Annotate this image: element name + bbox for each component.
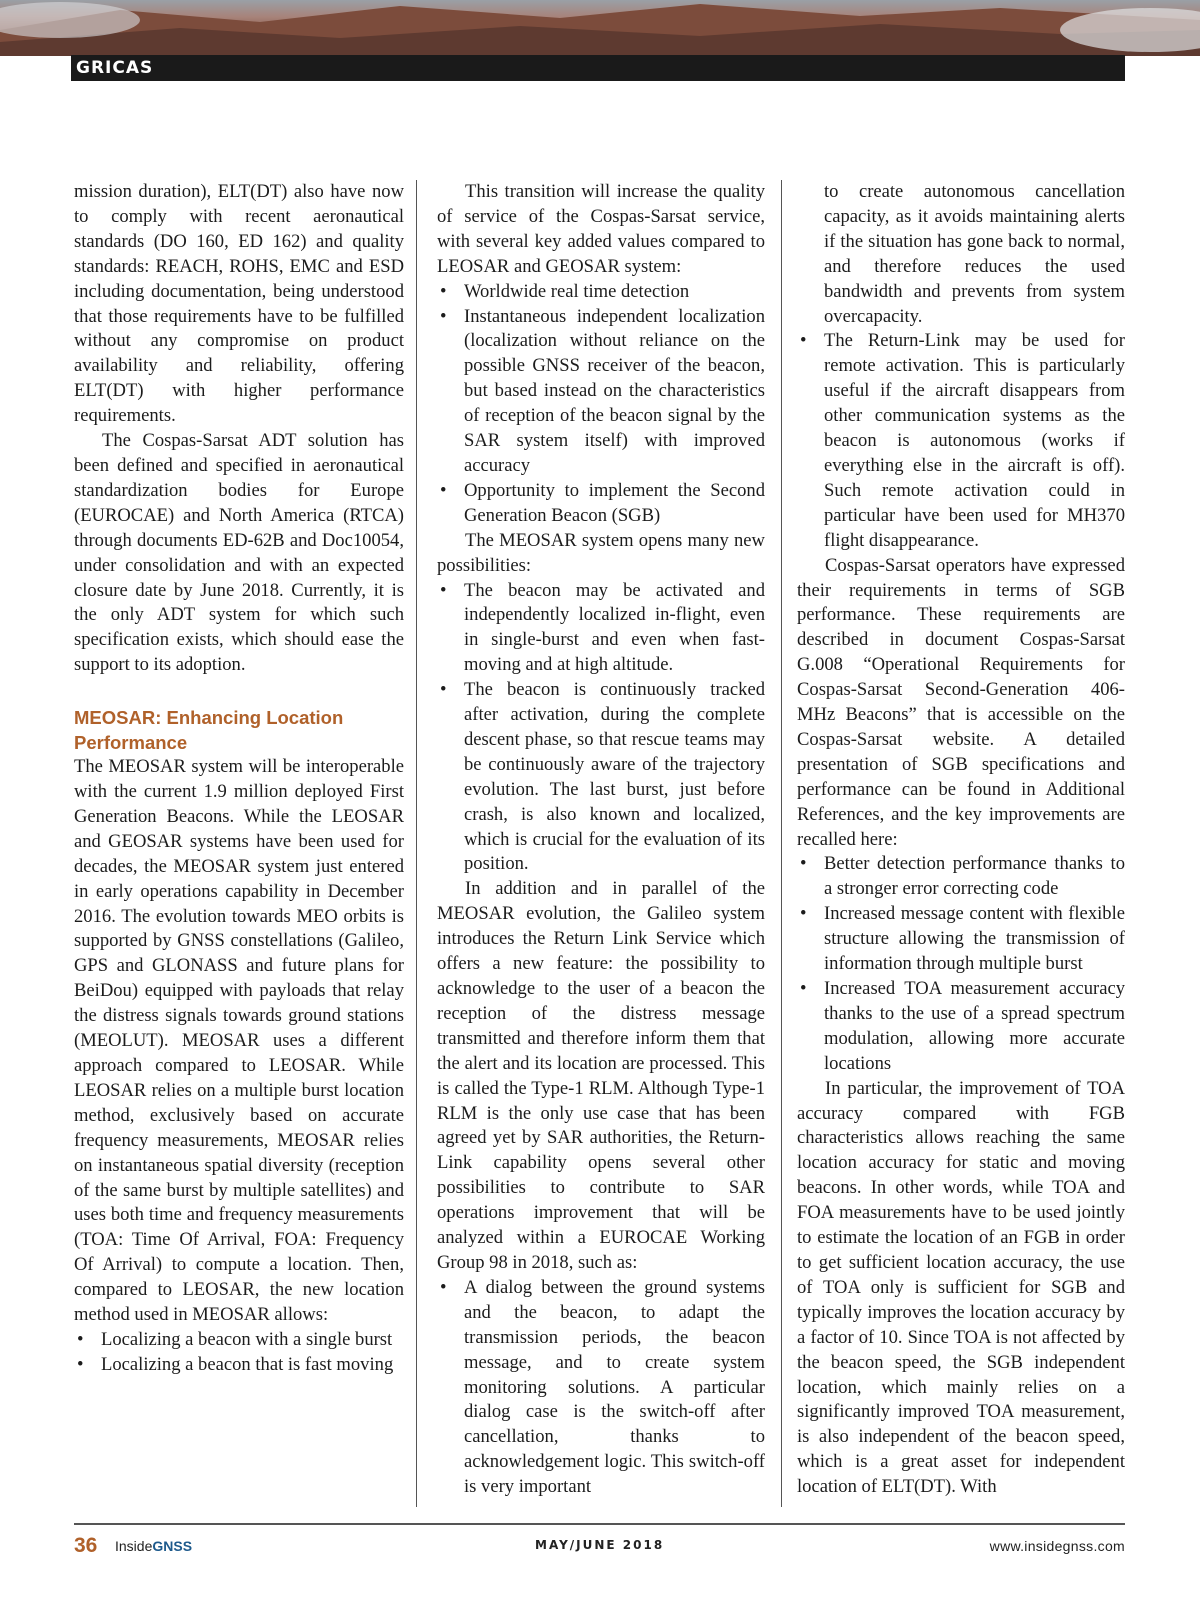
paragraph: In particular, the improvement of TOA accuracy compared with FGB characteristics allows reaching the same location accuracy for static and moving beacons. In other words, while TOA and FOA measurements have to be used jointly to estimate the location of an FGB in order to get sufficient location accuracy, the use of TOA only is sufficient for SGB and typically improves the location accuracy by a factor of 10. Since TOA is not affected by the beacon speed, the SGB independent location, which mainly relies on a significantly improved TOA measurement, is also independent of the beacon speed, which is a great asset for independent location of ELT(DT). With — [797, 1077, 1125, 1498]
list-item-text: A dialog between the ground systems and the beacon, to adapt the transmission periods, the beacon message, and to create system monitoring solutions. A particular dialog case is the switch-off after cancellation, thanks to acknowledgement logic. This switch-off is very important — [464, 1276, 765, 1498]
column-2 — [437, 180, 765, 1500]
bullet-icon: • — [440, 579, 447, 601]
website-url[interactable]: www.insidegnss.com — [989, 1538, 1125, 1554]
issue-date: MAY/JUNE 2018 — [535, 1538, 665, 1552]
section-label: GRICAS — [76, 58, 154, 78]
bullet-icon: • — [800, 903, 807, 925]
footer-rule — [74, 1523, 1125, 1525]
list-item — [797, 902, 1125, 977]
page-number: 36 — [74, 1534, 98, 1557]
paragraph: In addition and in parallel of the MEOSAR evolution, the Galileo system introduces the Return Link Service which offers a new feature: the possibility to acknowledge to the user of a beacon the reception of the distress message transmitted and therefore inform them that the alert and its location are processed. This is called the Type-1 RLM. Although Type-1 RLM is the only use case that has been agreed yet by SAR authorities, the Return-Link capability opens several other possibilities to contribute to SAR operations improvement that will be analyzed within a EUROCAE Working Group 98 in 2018, such as: — [437, 878, 765, 1273]
header-banner-image — [0, 0, 1200, 56]
mountain-landscape-icon — [0, 0, 1200, 56]
list-item — [437, 1276, 765, 1500]
bullet-icon: • — [440, 305, 447, 327]
list-item — [437, 579, 765, 679]
list-item — [74, 1328, 404, 1353]
list-item — [437, 280, 765, 305]
bullet-list — [437, 280, 765, 529]
list-item — [437, 305, 765, 479]
paragraph: The Cospas-Sarsat ADT solution has been defined and specified in aeronautical standardization bodies for Europe (EUROCAE) and North America (RTCA) through documents ED-62B and Doc10054, under consolidation and with an expected closure date by June 2018. Currently, it is the only ADT system for which such specification exists, which should ease the support to its adoption. — [74, 430, 404, 676]
magazine-name-suffix: GNSS — [152, 1538, 193, 1554]
section-heading: MEOSAR: Enhancing Location Performance — [74, 707, 344, 754]
list-item-text: Increased message content with flexible structure allowing the transmission of information through multiple burst — [824, 903, 1125, 975]
list-item-text: Better detection performance thanks to a stronger error correcting code — [824, 853, 1125, 900]
column-1 — [74, 180, 404, 1378]
list-item-text: Opportunity to implement the Second Generation Beacon (SGB) — [464, 479, 765, 526]
list-item — [797, 977, 1125, 1077]
list-item-text: Localizing a beacon with a single burst — [101, 1328, 393, 1350]
paragraph: mission duration), ELT(DT) also have now to comply with recent aeronautical standards (DO 160, ED 162) and quality standards: REACH, ROHS, EMC and ESD including documentation, being understood that those requirements have to be fulfilled without any compromise on product availability and reliability, offering ELT(DT) with higher performance requirements. — [74, 181, 404, 427]
paragraph: This transition will increase the quality of service of the Cospas-Sarsat service, with several key added values compared to LEOSAR and GEOSAR system: — [437, 181, 765, 277]
list-item — [437, 678, 765, 877]
bullet-icon: • — [77, 1353, 84, 1375]
bullet-list — [797, 852, 1125, 1076]
list-item — [74, 1353, 404, 1378]
bullet-list — [797, 329, 1125, 553]
bullet-list — [437, 579, 765, 878]
list-item-text: The beacon may be activated and independently localized in-flight, even in single-burst and even when fast-moving and at high altitude. — [464, 579, 765, 676]
paragraph: The MEOSAR system opens many new possibilities: — [437, 529, 765, 576]
list-item — [797, 329, 1125, 553]
list-item-text: The beacon is continuously tracked after activation, during the complete descent phase, so that rescue teams may be continuously aware of the trajectory evolution. The last burst, just before crash, is also known and localized, which is crucial for the evaluation of its position. — [464, 679, 765, 875]
paragraph: Cospas-Sarsat operators have expressed their requirements in terms of SGB performance. These requirements are described in document Cospas-Sarsat G.008 “Operational Requirements for Cospas-Sarsat Second-Generation 406-MHz Beacons” that is accessible on the Cospas-Sarsat website. A detailed presentation of SGB specifications and performance can be found in Additional References, and the key improvements are recalled here: — [797, 554, 1125, 850]
bullet-icon: • — [77, 1328, 84, 1350]
bullet-icon: • — [440, 679, 447, 701]
bullet-icon: • — [440, 280, 447, 302]
list-item-text: Localizing a beacon that is fast moving — [101, 1353, 394, 1375]
bullet-icon: • — [800, 330, 807, 352]
column-divider — [781, 180, 782, 1507]
bullet-icon: • — [440, 479, 447, 501]
column-divider — [416, 180, 417, 1507]
list-item-text: Worldwide real time detection — [464, 280, 690, 302]
bullet-icon: • — [800, 853, 807, 875]
magazine-name-prefix: Inside — [115, 1538, 153, 1554]
bullet-list — [74, 1328, 404, 1378]
bullet-icon: • — [440, 1276, 447, 1298]
list-item — [437, 479, 765, 529]
column-3 — [797, 180, 1125, 1500]
paragraph: The MEOSAR system will be interoperable with the current 1.9 million deployed First Generation Beacons. While the LEOSAR and GEOSAR systems have been used for decades, the MEOSAR system just entered in early operations capability in December 2016. The evolution towards MEO orbits is supported by GNSS constellations (Galileo, GPS and GLONASS and future plans for BeiDou) equipped with payloads that relay the distress signals towards ground stations (MEOLUT). MEOSAR uses a different approach compared to LEOSAR. While LEOSAR relies on a multiple burst location method, exclusively based on accurate frequency measurements, MEOSAR relies on instantaneous spatial diversity (reception of the same burst by multiple satellites) and uses both time and frequency measurements (TOA: Time Of Arrival, FOA: Frequency Of Arrival) to compute a location. Then, compared to LEOSAR, the new location method used in MEOSAR allows: — [74, 756, 404, 1326]
magazine-name — [115, 1538, 192, 1554]
list-item — [797, 852, 1125, 902]
bullet-list — [437, 1276, 765, 1500]
section-bar — [71, 55, 1125, 81]
list-item-text: Increased TOA measurement accuracy thanks to the use of a spread spectrum modulation, allowing more accurate locations — [824, 978, 1125, 1074]
bullet-icon: • — [800, 978, 807, 999]
paragraph-continuation: to create autonomous cancellation capacity, as it avoids maintaining alerts if the situation has gone back to normal, and therefore reduces the used bandwidth and prevents from system overcapacity. — [824, 181, 1125, 327]
list-item-text: Instantaneous independent localization (localization without reliance on the possible GNSS receiver of the beacon, but based instead on the characteristics of reception of the beacon signal by the SAR system itself) with improved accuracy — [464, 305, 765, 476]
list-item-text: The Return-Link may be used for remote activation. This is particularly useful if the aircraft disappears from other communication systems as the beacon is autonomous (works if everything else in the aircraft is off). Such remote activation could in particular have been used for MH370 flight disappearance. — [824, 330, 1125, 551]
